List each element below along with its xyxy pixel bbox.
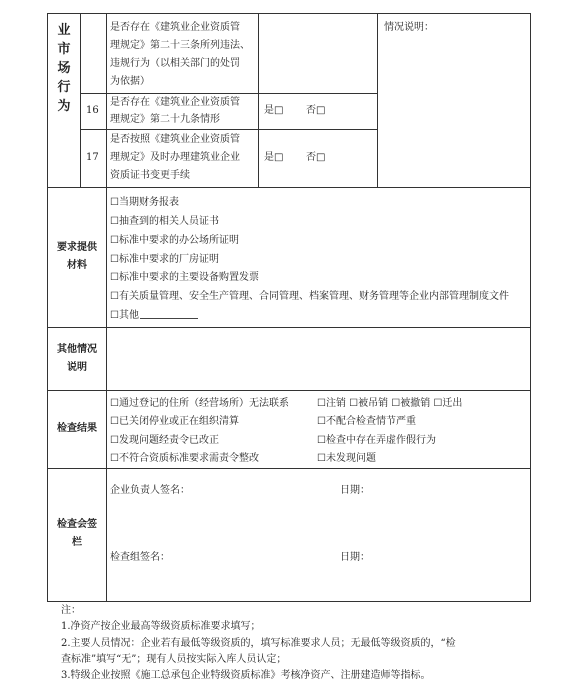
divider-v-label: [80, 13, 81, 187]
item16-text-line: 理规定》第二十九条情形: [110, 114, 220, 125]
item17-text-line: 理规定》及时办理建筑业企业: [110, 152, 240, 163]
divider-h-market: [47, 187, 531, 188]
other-info-label-line: 其他情况: [57, 344, 97, 355]
table-border-bottom: [47, 601, 531, 602]
table-border-right: [530, 13, 531, 602]
item16-number: 16: [86, 105, 99, 116]
item17-number: 17: [86, 152, 99, 163]
result-checkbox[interactable]: ☐不符合资质标准要求需责令整改: [110, 453, 259, 464]
materials-label-line: 材料: [67, 260, 87, 271]
notes-line: 3.特级企业按照《施工总承包企业特级资质标准》考核净资产、注册建造师等指标。: [61, 670, 431, 681]
notes-line: 2.主要人员情况：企业若有最低等级资质的，填写标准要求人员；无最低等级资质的，“检: [61, 638, 456, 649]
item17-no-checkbox[interactable]: 否□: [306, 152, 326, 163]
company-signature-label: 企业负责人签名：: [110, 485, 190, 496]
material-checkbox[interactable]: ☐抽查到的相关人员证书: [110, 216, 219, 227]
remark-label: 情况说明：: [384, 22, 434, 33]
other-info-label-line: 说明: [67, 362, 87, 373]
divider-h-item16: [80, 129, 378, 130]
market-label-char: 为: [57, 99, 71, 114]
material-checkbox[interactable]: ☐有关质量管理、安全生产管理、合同管理、档案管理、财务管理等企业内部管理制度文件: [110, 291, 509, 302]
item17-text-line: 资质证书变更手续: [110, 170, 190, 181]
result-checkbox[interactable]: ☐不配合检查情节严重: [317, 416, 416, 427]
market-label-char: 业: [57, 23, 71, 38]
item17-yes-checkbox[interactable]: 是□: [264, 152, 284, 163]
table-border-left: [47, 13, 48, 602]
notes-title: 注：: [61, 605, 81, 616]
team-date-label: 日期：: [340, 552, 370, 563]
divider-h-other: [47, 390, 531, 391]
result-checkbox[interactable]: ☐发现问题经责令已改正: [110, 435, 219, 446]
result-checkbox[interactable]: ☐通过登记的住所（经营场所）无法联系: [110, 398, 289, 409]
signature-label: [48, 516, 106, 552]
market-label-char: 行: [57, 80, 71, 95]
market-label-char: 场: [57, 61, 71, 76]
result-checkbox[interactable]: ☐注销 ☐被吊销 ☐被撤销 ☐迁出: [317, 398, 463, 409]
result-checkbox[interactable]: ☐未发现问题: [317, 453, 376, 464]
item15-text-line: 为依据）: [110, 76, 150, 87]
divider-v-number: [106, 13, 107, 187]
material-checkbox[interactable]: ☐标准中要求的办公场所证明: [110, 235, 239, 246]
materials-label-line: 要求提供: [57, 242, 97, 253]
signature-label-line: 栏: [72, 537, 82, 548]
item15-text-line: 违规行为（以相关部门的处罚: [110, 58, 240, 69]
team-signature-label: 检查组签名：: [110, 552, 170, 563]
item15-text-line: 是否存在《建筑业企业资质管: [110, 22, 240, 33]
material-checkbox[interactable]: ☐标准中要求的厂房证明: [110, 254, 219, 265]
other-info-input-area[interactable]: [108, 329, 529, 389]
market-label-char: 市: [57, 42, 71, 57]
material-other-input[interactable]: [140, 307, 198, 319]
inspection-result-label: 检查结果: [57, 423, 97, 434]
notes-line: 1.净资产按企业最高等级资质标准要求填写；: [61, 621, 261, 632]
divider-v-lower-label: [106, 187, 107, 602]
result-checkbox[interactable]: ☐检查中存在弄虚作假行为: [317, 435, 436, 446]
divider-h-materials: [47, 327, 531, 328]
item16-text-line: 是否存在《建筑业企业资质管: [110, 97, 240, 108]
item15-text-line: 理规定》第二十三条所列违法、: [110, 40, 250, 51]
divider-v-item: [258, 13, 259, 187]
material-other-row: [110, 307, 198, 324]
material-checkbox[interactable]: ☐当期财务报表: [110, 197, 179, 208]
signature-label-line: 检查会签: [57, 519, 97, 530]
divider-v-answer: [377, 13, 378, 187]
material-checkbox[interactable]: ☐标准中要求的主要设备购置发票: [110, 272, 259, 283]
result-checkbox[interactable]: ☐已关闭停业或正在组织清算: [110, 416, 239, 427]
other-info-label: [48, 341, 106, 377]
material-other-checkbox[interactable]: ☐其他: [110, 310, 139, 321]
item16-no-checkbox[interactable]: 否□: [306, 105, 326, 116]
table-border-top: [47, 13, 531, 14]
notes-line: 查标准”填写“无”；现有人员按实际入库人员认定；: [61, 654, 287, 665]
company-date-label: 日期：: [340, 485, 370, 496]
item17-text-line: 是否按照《建筑业企业资质管: [110, 134, 240, 145]
item16-yes-checkbox[interactable]: 是□: [264, 105, 284, 116]
materials-label: [48, 239, 106, 275]
divider-h-result: [47, 468, 531, 469]
